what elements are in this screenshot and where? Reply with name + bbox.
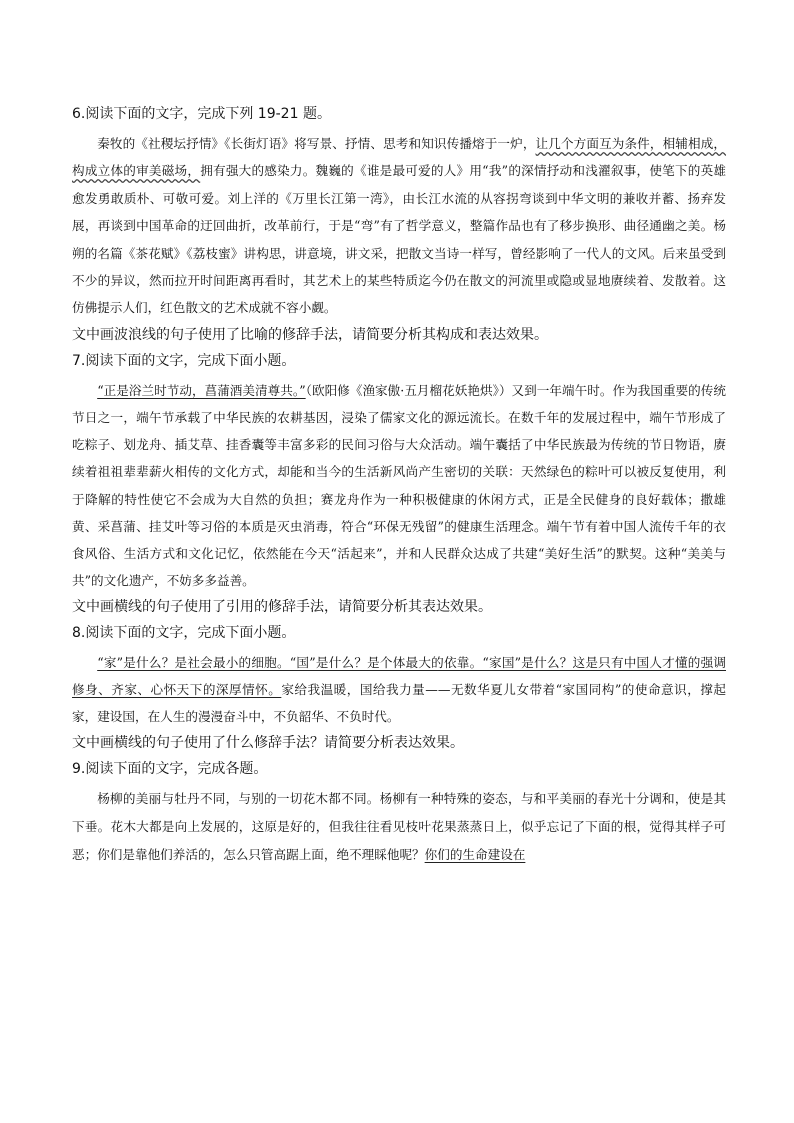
- q7-passage-rest: （欧阳修《渔家傲·五月榴花妖艳烘》）又到一年端午时。作为我国重要的传统节日之一，端午节承载了中华民族的农耕基因，浸染了儒家文化的源远流长。在数千年的发展过程中，端午节形成了吃粽子、划龙舟、插艾草、挂香囊等丰富多彩的民间习俗与大众活动。端午囊括了中华民族最为传统的节日物语，赓续着祖祖辈辈薪火相传的文化方式，却能和当今的生活新风尚产生密切的关联：天然绿色的粽叶可以被反复使用，利于降解的特性使它不会成为大自然的负担；赛龙舟作为一种积极健康的休闲方式，正是全民健身的良好载体；撒雄黄、采菖蒲、挂艾叶等习俗的本质是灭虫消毒，符合“环保无残留”的健康生活理念。端午节有着中国人流传千年的衣食风俗、生活方式和文化记忆，依然能在今天“活起来”，并和人民群众达成了共建“美好生活”的默契。这种“美美与共”的文化遗产，不妨多多益善。: [72, 382, 726, 589]
- q7-passage: [72, 377, 726, 595]
- q7-heading: 7.阅读下面的文字，完成下面小题。: [72, 352, 296, 369]
- q6-passage: [72, 130, 726, 322]
- q7-question: 文中画横线的句子使用了引用的修辞手法，请简要分析其表达效果。: [72, 599, 492, 616]
- q8-underlined-sentence: “家”是什么？是社会最小的细胞。“国”是什么？是个体最大的依靠。“家国”是什么？这是只有中国人才懂的强调修身、齐家、心怀天下的深厚情怀。: [72, 655, 726, 698]
- q7-underlined-sentence: “正是浴兰时节动，菖蒲酒美清尊共。”: [97, 382, 306, 398]
- q9-passage: [72, 785, 726, 869]
- q6-passage-start: 秦牧的《社稷坛抒情》《长街灯语》将写景、抒情、思考和知识传播熔于一炉，: [97, 136, 536, 151]
- q6-heading: 6.阅读下面的文字，完成下列 19-21 题。: [72, 106, 331, 122]
- document-content: [72, 101, 726, 869]
- q9-heading: 9.阅读下面的文字，完成各题。: [72, 761, 268, 778]
- q6-passage-end: 拥有强大的感染力。魏巍的《谁是最可爱的人》用“我”的深情抒动和浅濯叙事，使笔下的英雄愈发勇敢质朴、可敬可爱。刘上洋的《万里长江第一湾》，由长江水流的从容拐弯谈到中华文明的兼收并蓄、扬弃发展，再谈到中国革命的迂回曲折，改革前行，于是“弯”有了哲学意义，整篇作品也有了移步换形、曲径通幽之美。杨朔的名篇《茶花赋》《荔枝蜜》讲构思，讲意境，讲文采，把散文当诗一样写，曾经影响了一代人的文风。后来虽受到不少的异议，然而拉开时间距离再看时，其艺术上的某些特质迄今仍在散文的河流里或隐或显地赓续着、发散着。这仿佛提示人们，红色散文的艺术成就不容小觑。: [72, 163, 726, 316]
- q8-question: 文中画横线的句子使用了什么修辞手法？请简要分析表达效果。: [72, 735, 464, 752]
- q8-heading: 8.阅读下面的文字，完成下面小题。: [72, 625, 296, 642]
- q6-wavy-underlined-sentence: 让几个方面互为条件，相辅相成，构成立体的审美磁场，: [72, 136, 727, 179]
- q8-passage: [72, 649, 726, 730]
- q9-underlined-fragment: 你们的生命建设在: [424, 847, 526, 863]
- q8-passage-rest: 家给我温暖，国给我力量——无数华夏儿女带着“家国同构”的使命意识，撑起家，建设国，在人生的漫漫奋斗中，不负韶华、不负时代。: [72, 682, 726, 725]
- q6-question: 文中画波浪线的句子使用了比喻的修辞手法，请简要分析其构成和表达效果。: [72, 326, 548, 343]
- q9-passage-start: 杨柳的美丽与牡丹不同，与别的一切花木都不同。杨柳有一种特殊的姿态，与和平美丽的春光十分调和，使是其下垂。花木大都是向上发展的，这原是好的，但我往往看见枝叶花果蒸蒸日上，似乎忘记了下面的根，觉得其样子可恶；你们是靠他们养活的，怎么只管高踞上面，绝不理睬他呢？: [72, 791, 726, 863]
